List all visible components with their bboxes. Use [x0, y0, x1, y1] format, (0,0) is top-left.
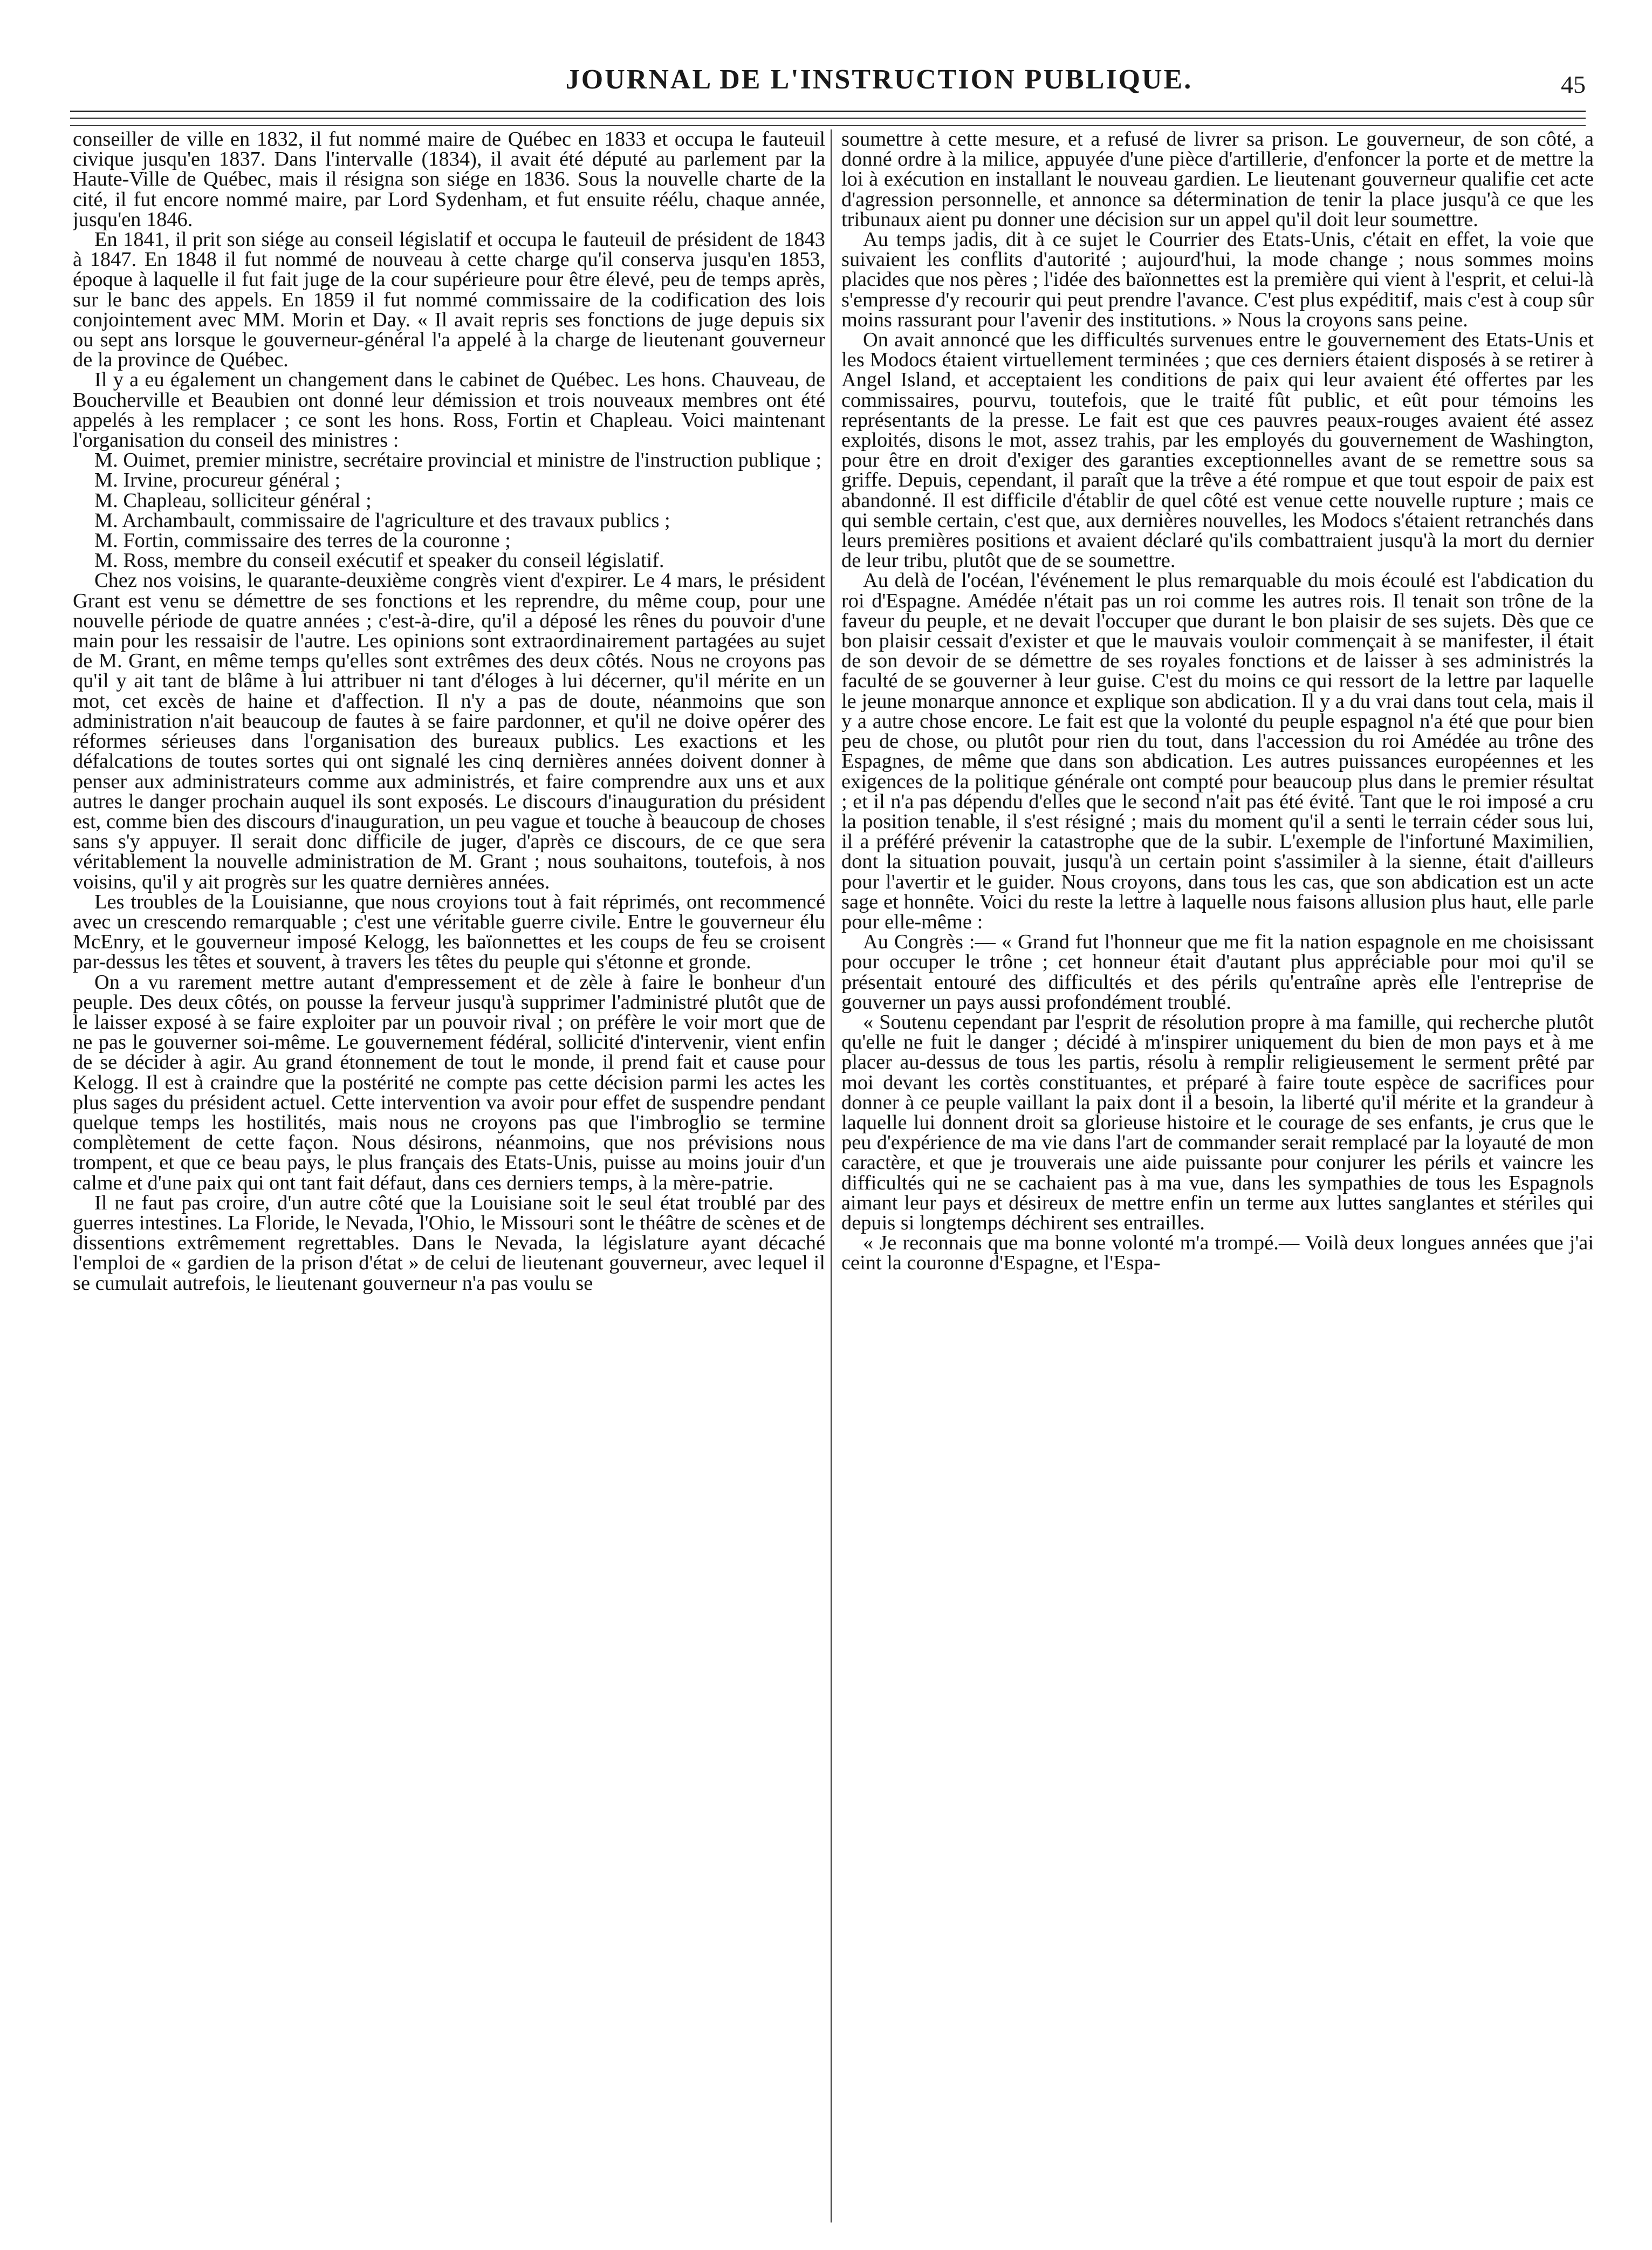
journal-title: JOURNAL DE L'INSTRUCTION PUBLIQUE. [565, 64, 1193, 95]
page-number: 45 [1561, 71, 1586, 98]
left-column [73, 129, 825, 2228]
paragraph: Il ne faut pas croire, d'un autre côté que la Louisiane soit le seul état troublé par des guerres intestines. La Floride, le Nevada, l'Ohio, le Missouri sont le théâtre de scènes et de dissentions extrêmement regrettables. Dans le Nevada, la législature ayant décaché l'emploi de « gardien de la prison d'état » de celui de lieutenant gouverneur, avec lequel il se cumulait autrefois, le lieutenant gouverneur n'a pas voulu se [73, 1191, 825, 1295]
paragraph: conseiller de ville en 1832, il fut nommé maire de Québec en 1833 et occupa le fauteuil civique jusqu'en 1837. Dans l'intervalle (1834), il avait été député au parlement par la Haute-Ville de Québec, mais il résigna son siége en 1836. Sous la nouvelle charte de la cité, il fut encore nommé maire, par Lord Sydenham, et fut ensuite réélu, chaque année, jusqu'en 1846. [73, 129, 825, 231]
paragraph: En 1841, il prit son siége au conseil législatif et occupa le fauteuil de président de 1843 à 1847. En 1848 il fut nommé de nouveau à cette charge qu'il conserva jusqu'en 1853, époque à laquelle il fut fait juge de la cour supérieure pour être élevé, peu de temps après, sur le banc des appels. En 1859 il fut nommé commissaire de la codification des lois conjointement avec MM. Morin et Day. « Il avait repris ses fonctions de juge depuis six ou sept ans lorsque le gouverneur-général l'a appelé à la charge de lieutenant gouverneur de la province de Québec. [73, 228, 825, 372]
minister-list-item: M. Fortin, commissaire des terres de la couronne ; [94, 529, 511, 552]
minister-list-item: M. Chapleau, solliciteur général ; [94, 489, 372, 512]
right-column [841, 129, 1594, 2228]
header-rule [70, 125, 1586, 126]
paragraph: On avait annoncé que les difficultés survenues entre le gouvernement des Etats-Unis et les Modocs étaient virtuellement terminées ; que ces derniers étaient disposés à se retirer à Angel Island, et acceptaient les conditions de paix qui leur avaient été offertes par les commissaires, pourvu, toutefois, que le traité fût public, et eût pour témoins les représentants de la presse. Le fait est que ces pauvres peaux-rouges avaient été assez exploités, disons le mot, assez trahis, par les employés du gouvernement de Washington, pour être en droit d'exiger des garanties exceptionnelles avant de se remettre sous sa griffe. Depuis, cependant, il paraît que la trêve a été rompue et que tout espoir de paix est abandonné. Il est difficile d'établir de quel côté est venue cette nouvelle rupture ; mais ce qui semble certain, c'est que, aux dernières nouvelles, les Modocs s'étaient retranchés dans leurs premières positions et avaient déclaré qu'ils combattraient jusqu'à la mort du dernier de leur tribu, plutôt que de se soumettre. [841, 329, 1594, 572]
paragraph: Les troubles de la Louisianne, que nous croyions tout à fait réprimés, ont recommencé avec un crescendo remarquable ; c'est une véritable guerre civile. Entre le gouverneur élu McEnry, et le gouverneur imposé Kelogg, les baïonnettes et les coups de feu se croisent par-dessus les têtes et souvent, à travers les têtes du peuple qui s'étonne et gronde. [73, 890, 825, 974]
minister-list-item: M. Ouimet, premier ministre, secrétaire provincial et ministre de l'instruction publique ; [94, 449, 822, 472]
paragraph: On a vu rarement mettre autant d'empressement et de zèle à faire le bonheur d'un peuple. Des deux côtés, on pousse la ferveur jusqu'à supprimer l'administré plutôt que de le laisser exposé à se faire exploiter par un pouvoir rival ; on préfère le voir mort que de ne pas le gouverner soi-même. Le gouvernement fédéral, sollicité d'intervenir, vient enfin de se décider à agir. Au grand étonnement de tout le monde, il prend fait et cause pour Kelogg. Il est à craindre que la postérité ne compte pas cette décision parmi les actes les plus sages du président actuel. Cette intervention va avoir pour effet de suspendre pendant quelque temps les hostilités, mais nous ne croyons pas que l'imbroglio se termine complètement de cette façon. Nous désirons, néanmoins, que nos prévisions nous trompent, et que ce beau pays, le plus français des Etats-Unis, puisse au moins jouir d'un calme et d'une paix qui ont tant fait défaut, dans ces derniers temps, à la mère-patrie. [73, 970, 825, 1194]
column-divider [831, 129, 832, 2222]
header-rule [70, 118, 1586, 119]
paragraph: Chez nos voisins, le quarante-deuxième congrès vient d'expirer. Le 4 mars, le président Grant est venu se démettre de ses fonctions et les reprendre, du même coup, pour une nouvelle période de quatre années ; c'est-à-dire, qu'il a déposé les rênes du pouvoir d'une main pour les ressaisir de l'autre. Les opinions sont extraordinairement partagées au sujet de M. Grant, en même temps qu'elles sont extrêmes des deux côtés. Nous ne croyons pas qu'il y ait tant de blâme à lui attribuer ni tant d'éloges à lui décerner, qu'il mérite en un mot, cet excès de haine et d'affection. Il n'y a pas de doute, néanmoins que son administration n'ait beaucoup de fautes à se faire pardonner, et qu'il ne doive opérer des réformes sérieuses dans l'organisation des bureaux publics. Les exactions et les défalcations de toutes sortes qui ont signalé les cinq dernières années doivent donner à penser aux administrateurs comme aux administrés, et faire comprendre aux uns et aux autres le danger prochain auquel ils sont exposés. Le discours d'inauguration du président est, comme bien des discours d'inauguration, un peu vague et touche à beaucoup de choses sans s'y appuyer. Il serait donc difficile de juger, d'après ce discours, de ce que sera véritablement la nouvelle administration de M. Grant ; nous souhaitons, toutefois, à nos voisins, qu'il y ait progrès sur les quatre dernières années. [73, 569, 825, 893]
letter-paragraph: Au Congrès :— « Grand fut l'honneur que me fit la nation espagnole en me choisissant pour occuper le trône ; cet honneur était d'autant plus appréciable pour moi qu'il se présentait entouré des difficultés et des périls qu'entraîne après elle l'entreprise de gouverner un pays aussi profondément troublé. [841, 931, 1594, 1014]
paragraph: Il y a eu également un changement dans le cabinet de Québec. Les hons. Chauveau, de Boucherville et Beaubien ont donné leur démission et trois nouveaux membres ont été appelés à les remplacer ; ce sont les hons. Ross, Fortin et Chapleau. Voici maintenant l'organisation du conseil des ministres : [73, 368, 825, 452]
page-header [65, 64, 1596, 107]
paragraph: Au delà de l'océan, l'événement le plus remarquable du mois écoulé est l'abdication du roi d'Espagne. Amédée n'était pas un roi comme les autres rois. Il tenait son trône de la faveur du peuple, et ne devait l'occuper que durant le bon plaisir de ses sujets. Dès que ce bon plaisir cessait d'exister et que le mauvais vouloir commençait à se manifester, il était de son devoir de se démettre de ses royales fonctions et de laisser à ses administrés la faculté de se gouverner à leur guise. C'est du moins ce qui ressort de la lettre par laquelle le jeune monarque annonce et explique son abdication. Il y a du vrai dans tout cela, mais il y a autre chose encore. Le fait est que la volonté du peuple espagnol n'a été que pour bien peu de chose, ou plutôt pour rien du tout, dans l'accession du roi Amédée au trône des Espagnes, de même que dans son abdication. Les autres puissances européennes et les exigences de la politique générale ont compté pour beaucoup plus dans le premier résultat ; et il n'a pas dépendu d'elles que le second n'ait pas été évité. Tant que le roi imposé a cru la position tenable, il s'est résigné ; mais du moment qu'il a senti le terrain céder sous lui, il a préféré prévenir la catastrophe que de la subir. L'exemple de l'infortuné Maximilien, dont la situation pouvait, jusqu'à un certain point s'assimiler à la sienne, était d'ailleurs pour l'avertir et le guider. Nous croyons, dans tous les cas, que son abdication est un acte sage et honnête. Voici du reste la lettre à laquelle nous faisons allusion plus haut, elle parle pour elle-même : [841, 569, 1594, 933]
letter-paragraph: « Soutenu cependant par l'esprit de résolution propre à ma famille, qui recherche plutôt qu'elle ne fuit le danger ; décidé à m'inspirer uniquement du bien de mon pays et à me placer au-dessus de tous les partis, résolu à remplir religieusement le serment prêté par moi devant les cortès constituantes, et préparé à faire toute espèce de sacrifices pour donner à ce peuple vaillant la paix dont il a besoin, la liberté qu'il mérite et la grandeur à laquelle lui donnent droit sa glorieuse histoire et le courage de ses enfants, je crus que le peu d'expérience de ma vie dans l'art de commander serait remplacé par la loyauté de mon caractère, et que je trouverais une aide puissante pour conjurer les périls et vaincre les difficultés qui ne se cachaient pas à ma vue, dans les sympathies de tous les Espagnols aimant leur pays et désireux de mettre enfin un terme aux luttes sanglantes et stériles qui depuis si longtemps déchirent ses entrailles. [841, 1010, 1594, 1234]
minister-list-item: M. Ross, membre du conseil exécutif et speaker du conseil législatif. [94, 549, 664, 572]
paragraph: Au temps jadis, dit à ce sujet le Courrier des Etats-Unis, c'était en effet, la voie que suivaient les conflits d'autorité ; aujourd'hui, la mode change ; nous sommes moins placides que nos pères ; l'idée des baïonnettes est la première qui vient à l'esprit, et celui-là s'empresse d'y recourir qui peut prendre l'avance. C'est plus expéditif, mais c'est à coup sûr moins rassurant pour l'avenir des institutions. » Nous la croyons sans peine. [841, 228, 1594, 331]
paragraph: soumettre à cette mesure, et a refusé de livrer sa prison. Le gouverneur, de son côté, a donné ordre à la milice, appuyée d'une pièce d'artillerie, d'enfoncer la porte et de mettre la loi à exécution en installant le nouveau gardien. Le lieutenant gouverneur qualifie cet acte d'agression personnelle, et annonce sa détermination de tenir la place jusqu'à ce que les tribunaux aient pu donner une décision sur un appel qu'il doit leur soumettre. [841, 129, 1594, 231]
header-rule [70, 111, 1586, 112]
minister-list-item: M. Irvine, procureur général ; [94, 469, 341, 492]
minister-list-item: M. Archambault, commissaire de l'agriculture et des travaux publics ; [94, 509, 670, 532]
letter-paragraph: « Je reconnais que ma bonne volonté m'a trompé.— Voilà deux longues années que j'ai ceint la couronne d'Espagne, et l'Espa- [841, 1232, 1594, 1275]
